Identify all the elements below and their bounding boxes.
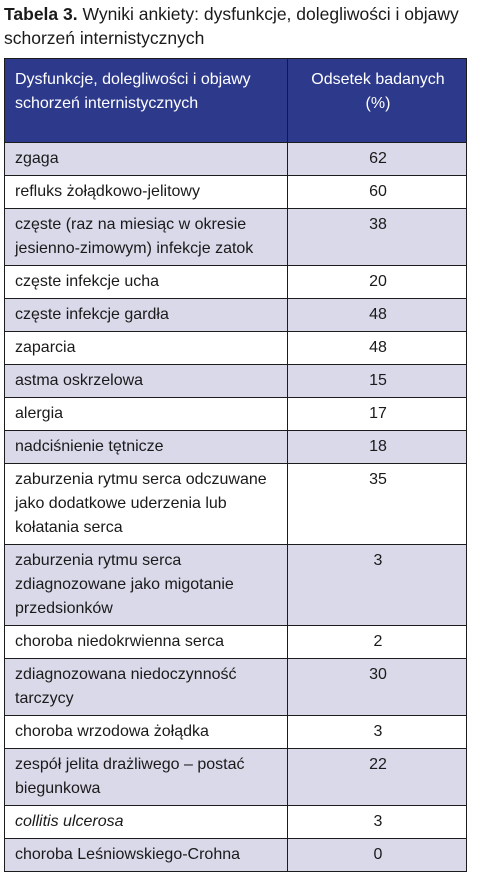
table-row bbox=[5, 332, 467, 365]
table-row bbox=[5, 545, 467, 626]
row-value: 38 bbox=[288, 209, 467, 266]
table-row bbox=[5, 716, 467, 749]
row-value: 3 bbox=[288, 806, 467, 839]
row-label: nadciśnienie tętnicze bbox=[5, 431, 288, 464]
table-row bbox=[5, 299, 467, 332]
table-row bbox=[5, 431, 467, 464]
row-value: 48 bbox=[288, 332, 467, 365]
row-label: zespół jelita drażliwego – postać biegunkowa bbox=[5, 749, 288, 806]
row-value: 48 bbox=[288, 299, 467, 332]
table-row bbox=[5, 176, 467, 209]
row-value: 60 bbox=[288, 176, 467, 209]
table-row bbox=[5, 626, 467, 659]
row-label: zgaga bbox=[5, 143, 288, 176]
row-label: choroba Leśniowskiego-Crohna bbox=[5, 839, 288, 872]
row-value: 3 bbox=[288, 545, 467, 626]
table-header-row bbox=[5, 59, 467, 143]
row-value: 2 bbox=[288, 626, 467, 659]
table-row bbox=[5, 209, 467, 266]
row-value: 0 bbox=[288, 839, 467, 872]
row-value: 35 bbox=[288, 464, 467, 545]
row-value: 22 bbox=[288, 749, 467, 806]
table-row bbox=[5, 464, 467, 545]
row-value: 3 bbox=[288, 716, 467, 749]
row-value: 20 bbox=[288, 266, 467, 299]
header-dysfunctions: Dysfunkcje, dolegliwości i objawy schorzeń internistycznych bbox=[5, 59, 288, 143]
table-row bbox=[5, 143, 467, 176]
row-value: 17 bbox=[288, 398, 467, 431]
table-row bbox=[5, 398, 467, 431]
row-label: zaburzenia rytmu serca odczuwane jako dodatkowe uderzenia lub kołatania serca bbox=[5, 464, 288, 545]
row-label: zdiagnozowana niedoczynność tarczycy bbox=[5, 659, 288, 716]
row-label: alergia bbox=[5, 398, 288, 431]
row-label: astma oskrzelowa bbox=[5, 365, 288, 398]
row-label: częste infekcje ucha bbox=[5, 266, 288, 299]
table-caption-text: Wyniki ankiety: dysfunkcje, dolegliwości i objawy schorzeń internistycznych bbox=[4, 4, 459, 48]
header-percentage: Odsetek badanych (%) bbox=[288, 59, 467, 143]
row-value: 62 bbox=[288, 143, 467, 176]
row-label: refluks żołądkowo-jelitowy bbox=[5, 176, 288, 209]
table-row bbox=[5, 659, 467, 716]
table-row bbox=[5, 806, 467, 839]
table-row bbox=[5, 266, 467, 299]
table-row bbox=[5, 839, 467, 872]
row-label: częste (raz na miesiąc w okresie jesienno-zimowym) infekcje zatok bbox=[5, 209, 288, 266]
row-label: zaparcia bbox=[5, 332, 288, 365]
table-caption-label: Tabela 3. bbox=[4, 4, 78, 24]
row-label: choroba niedokrwienna serca bbox=[5, 626, 288, 659]
row-label: zaburzenia rytmu serca zdiagnozowane jako migotanie przedsionków bbox=[5, 545, 288, 626]
row-value: 18 bbox=[288, 431, 467, 464]
row-label: częste infekcje gardła bbox=[5, 299, 288, 332]
row-label: choroba wrzodowa żołądka bbox=[5, 716, 288, 749]
row-value: 15 bbox=[288, 365, 467, 398]
table-caption bbox=[4, 2, 474, 50]
row-value: 30 bbox=[288, 659, 467, 716]
survey-results-table bbox=[4, 58, 467, 872]
table-row bbox=[5, 365, 467, 398]
row-label: collitis ulcerosa bbox=[5, 806, 288, 839]
table-row bbox=[5, 749, 467, 806]
